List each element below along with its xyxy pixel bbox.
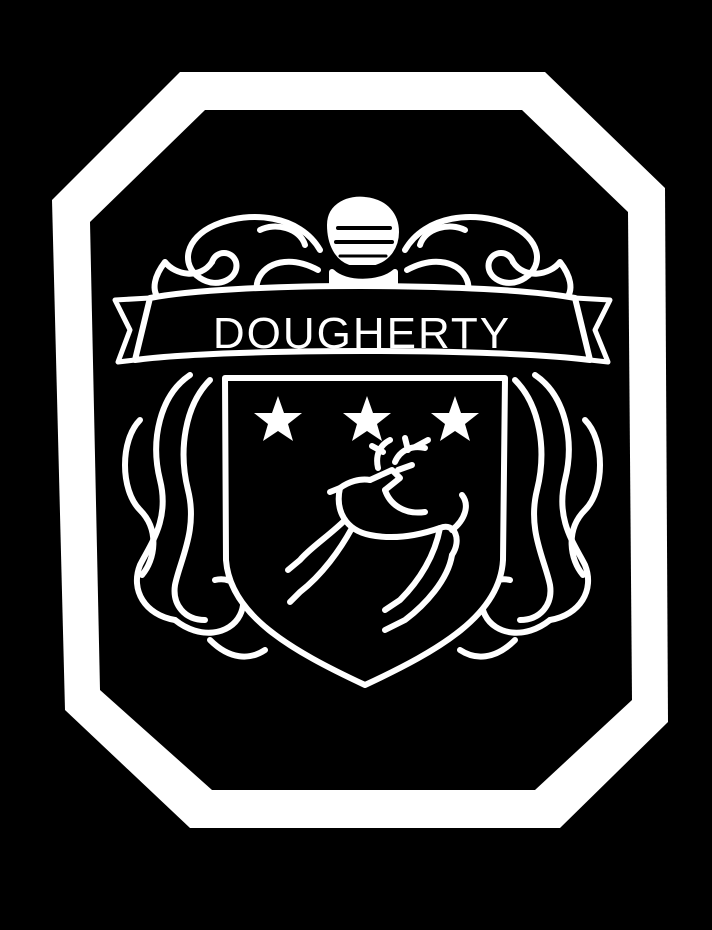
helmet-icon (330, 200, 396, 296)
family-name-text: DOUGHERTY (212, 309, 512, 358)
